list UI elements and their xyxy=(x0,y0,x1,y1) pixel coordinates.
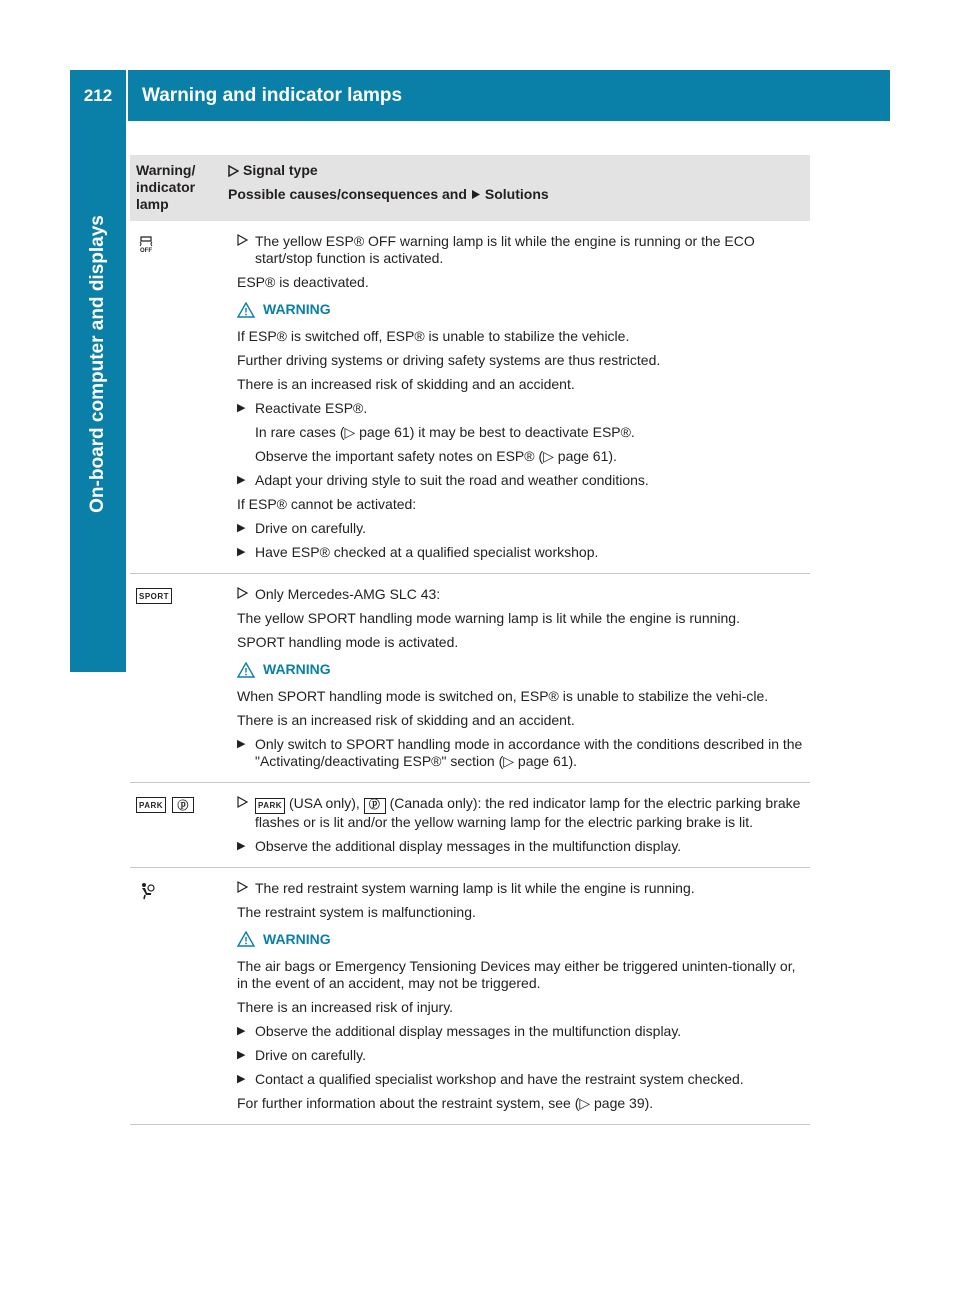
warning-line: The air bags or Emergency Tensioning Devices may either be triggered uninten-tionally or, in the event of an accident, may not be triggered. xyxy=(237,957,796,991)
step-text: Only switch to SPORT handling mode in accordance with the conditions described in the "Activating/deactivating ESP®" section (▷ page 61). xyxy=(255,736,803,769)
lamp-cell xyxy=(136,588,226,604)
restraint-system-icon xyxy=(136,882,156,900)
solution-step xyxy=(237,1023,807,1040)
park-icon: PARK xyxy=(136,797,166,813)
warning-triangle-icon xyxy=(237,662,255,678)
solution-step xyxy=(237,1047,807,1064)
signal-text: The red restraint system warning lamp is lit while the engine is running. xyxy=(255,879,695,896)
side-tab-marker xyxy=(70,607,126,672)
signal-text: The yellow SPORT handling mode warning lamp is lit while the engine is running. xyxy=(237,610,740,626)
warning-label: WARNING xyxy=(263,301,331,317)
row-content xyxy=(237,586,807,770)
row-content xyxy=(237,795,807,855)
warning-heading xyxy=(237,661,807,678)
solution-arrow-icon xyxy=(471,189,481,200)
step-text: Observe the additional display messages in the multifunction display. xyxy=(255,837,682,854)
step-arrow-icon: ▶ xyxy=(237,402,246,414)
table-row xyxy=(130,868,810,1125)
causes-label: Possible causes/consequences and xyxy=(228,186,467,202)
signal-type-icon xyxy=(237,586,249,600)
step-arrow-icon: ▶ xyxy=(237,1024,246,1037)
lamp-cell xyxy=(136,882,226,900)
page-title: Warning and indicator lamps xyxy=(142,84,403,106)
column-header-lamp: Warning/ indicator lamp xyxy=(136,162,196,212)
column-header-solutions xyxy=(228,186,549,203)
step-text: Drive on carefully. xyxy=(255,520,367,536)
warning-line: There is an increased risk of injury. xyxy=(237,998,454,1015)
step-arrow-icon: ▶ xyxy=(237,1072,246,1085)
table-row xyxy=(130,574,810,783)
signal-type-icon xyxy=(237,233,249,247)
parking-brake-icon-inline: ⓟ xyxy=(364,798,386,814)
table-row xyxy=(130,221,810,574)
sport-icon: SPORT xyxy=(136,588,172,604)
signal-park-text: (USA only), xyxy=(288,795,360,811)
page-number: 212 xyxy=(83,85,113,105)
park-icon-inline: PARK xyxy=(255,798,285,814)
solution-step xyxy=(237,838,807,855)
cause-text: SPORT handling mode is activated. xyxy=(237,634,459,650)
signal-type-icon xyxy=(237,795,249,809)
solution-step xyxy=(237,544,807,561)
step-note: Observe the important safety notes on ESP® (▷ page 61). xyxy=(255,448,617,464)
column-header-signal xyxy=(228,162,318,179)
signal-type-label: Signal type xyxy=(243,162,318,178)
step-arrow-icon: ▶ xyxy=(237,1048,246,1061)
warning-label: WARNING xyxy=(263,930,331,947)
step-text: Observe the additional display messages in the multifunction display. xyxy=(255,1022,682,1039)
warning-line: When SPORT handling mode is switched on, ESP® is unable to stabilize the vehi-cle. xyxy=(237,688,769,704)
warning-line: There is an increased risk of skidding and an accident. xyxy=(237,712,575,728)
step-arrow-icon: ▶ xyxy=(237,546,246,558)
solutions-label: Solutions xyxy=(484,186,549,202)
step-arrow-icon: ▶ xyxy=(237,474,246,486)
reference-text: For further information about the restraint system, see (▷ page 39). xyxy=(237,1094,654,1111)
signal-p-text: (Canada only): the red indicator lamp for the electric parking brake flashes or is lit and/or the yellow warning lamp for the electric parking brake is lit. xyxy=(255,795,801,830)
step-arrow-icon: ▶ xyxy=(237,839,246,852)
signal-text: The yellow ESP® OFF warning lamp is lit while the engine is running or the ECO start/stop function is activated. xyxy=(255,233,755,266)
warning-heading xyxy=(237,931,807,948)
warning-heading xyxy=(237,301,807,318)
lamp-table xyxy=(130,155,810,1125)
parking-brake-icon: ⓟ xyxy=(172,797,194,813)
solution-step xyxy=(237,520,807,537)
lamp-cell xyxy=(136,235,226,253)
solution-step xyxy=(237,400,807,417)
step-text: Reactivate ESP®. xyxy=(255,400,368,416)
solution-step xyxy=(237,1071,807,1088)
table-row xyxy=(130,783,810,868)
step-text: Have ESP® checked at a qualified specialist workshop. xyxy=(255,544,599,560)
signal-type-icon xyxy=(237,880,249,894)
header-divider xyxy=(126,70,128,121)
step-arrow-icon: ▶ xyxy=(237,738,246,750)
solution-step xyxy=(237,736,807,770)
chapter-title: On-board computer and displays xyxy=(87,215,108,513)
step-text: Contact a qualified specialist workshop and have the restraint system checked. xyxy=(255,1070,744,1087)
warning-line: Further driving systems or driving safety systems are thus restricted. xyxy=(237,352,661,368)
header-bar xyxy=(70,70,890,121)
table-header xyxy=(130,155,810,221)
step-text: Drive on carefully. xyxy=(255,1046,367,1063)
signal-type-icon xyxy=(228,165,239,177)
row-content xyxy=(237,233,807,561)
condition-text: If ESP® cannot be activated: xyxy=(237,496,417,512)
signal-text xyxy=(255,795,807,831)
cause-text: ESP® is deactivated. xyxy=(237,274,369,290)
row-content xyxy=(237,880,807,1112)
signal-text: Only Mercedes-AMG SLC 43: xyxy=(255,586,441,602)
warning-line: There is an increased risk of skidding and an accident. xyxy=(237,376,575,392)
warning-triangle-icon xyxy=(237,302,255,318)
warning-triangle-icon xyxy=(237,931,255,947)
cause-text: The restraint system is malfunctioning. xyxy=(237,903,476,920)
svg-text:OFF: OFF xyxy=(140,248,152,253)
step-arrow-icon: ▶ xyxy=(237,522,246,534)
step-note: In rare cases (▷ page 61) it may be best to deactivate ESP®. xyxy=(255,424,635,440)
step-text: Adapt your driving style to suit the road and weather conditions. xyxy=(255,472,649,488)
esp-off-icon xyxy=(136,235,156,253)
lamp-cell xyxy=(136,797,226,813)
warning-line: If ESP® is switched off, ESP® is unable to stabilize the vehicle. xyxy=(237,328,630,344)
warning-label: WARNING xyxy=(263,661,331,677)
chapter-tab xyxy=(70,121,126,607)
solution-step xyxy=(237,472,807,489)
